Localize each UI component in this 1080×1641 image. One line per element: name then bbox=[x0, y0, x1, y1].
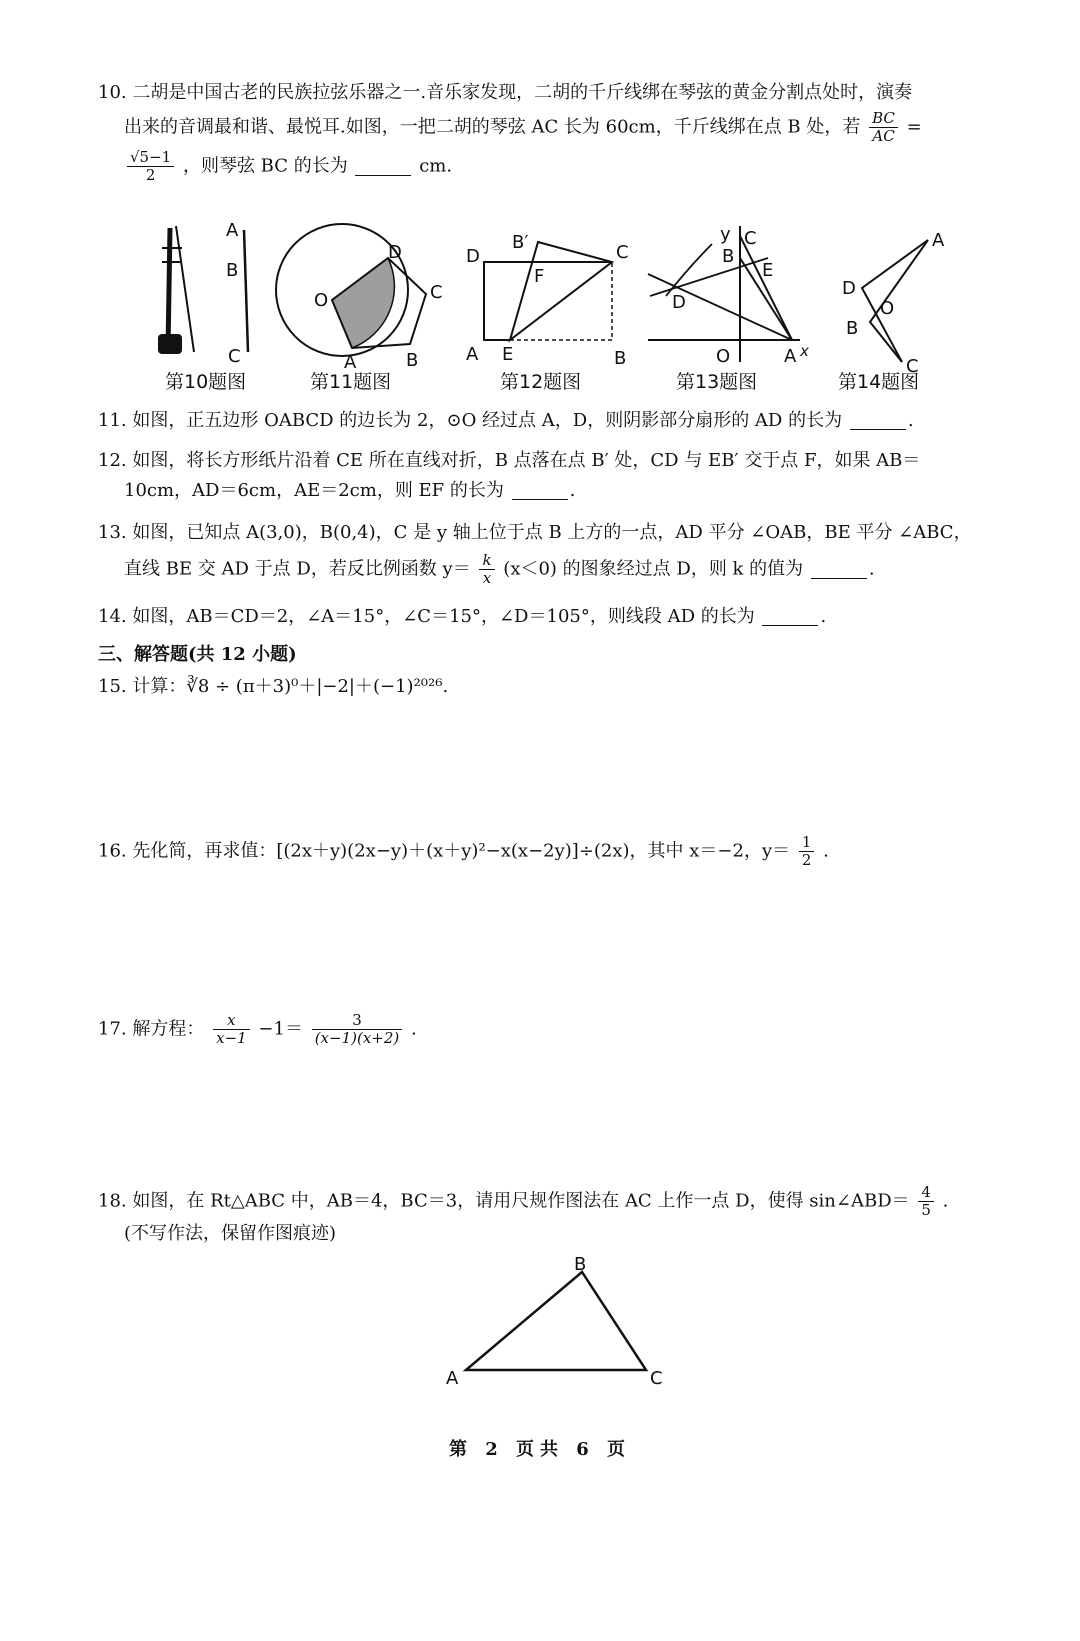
fig14-label-a: A bbox=[932, 230, 945, 251]
q17-line bbox=[98, 1012, 998, 1047]
page-footer: 第 2 页共 6 页 bbox=[448, 1439, 632, 1460]
q13-answer-blank[interactable] bbox=[811, 560, 867, 579]
fig13-label-a: A bbox=[784, 346, 797, 367]
caption-fig10: 第10题图 bbox=[165, 371, 247, 393]
caption-fig11: 第11题图 bbox=[310, 371, 392, 393]
fig13-label-o: O bbox=[716, 346, 731, 367]
q13-line2-a: 直线 BE 交 AD 于点 D，若反比例函数 y＝ bbox=[124, 558, 471, 580]
q11-line: 11. 如图，正五边形 OABCD 的边长为 2，⊙O 经过点 A，D，则阴影部分扇形的 AD 的长为 . bbox=[98, 410, 914, 431]
erhu-string bbox=[176, 226, 194, 352]
question-15 bbox=[98, 672, 998, 702]
q18-line1-a: 18. 如图，在 Rt△ABC 中，AB＝4，BC＝3，请用尺规作图法在 AC 上作一点 D，使得 sin∠ABD＝ bbox=[98, 1190, 910, 1212]
line-be bbox=[650, 258, 768, 296]
q13-frac-den: x bbox=[482, 569, 492, 587]
q10-frac2-num: √5−1 bbox=[127, 149, 174, 167]
hyperbola-curve bbox=[666, 244, 712, 296]
q13-line2-b: (x＜0) 的图象经过点 D，则 k 的值为 bbox=[503, 558, 804, 580]
shaded-sector bbox=[332, 258, 394, 348]
question-16 bbox=[98, 834, 998, 869]
fig18-label-c: C bbox=[650, 1368, 663, 1389]
q17-frac2-den: (x−1)(x+2) bbox=[314, 1029, 400, 1047]
q16-line bbox=[98, 834, 998, 869]
q17-frac1-den: x−1 bbox=[216, 1029, 247, 1047]
q17-label: 17. 解方程： bbox=[98, 1018, 205, 1040]
q16-text-b: . bbox=[823, 840, 829, 862]
section-heading: 三、解答题(共 12 小题) bbox=[98, 644, 297, 665]
q10-line2-text: 出来的音调最和谐、最悦耳.如图，一把二胡的琴弦 AC 长为 60cm，千斤线绑在点 B 处，若 bbox=[124, 116, 861, 138]
fig11-label-d: D bbox=[388, 242, 402, 263]
fig14-label-d: D bbox=[842, 278, 856, 299]
q14-answer-blank[interactable] bbox=[762, 607, 818, 626]
q12-answer-blank[interactable] bbox=[512, 481, 568, 500]
q14-text: 14. 如图，AB＝CD＝2，∠A＝15°，∠C＝15°，∠D＝105°，则线段 AD 的长为 bbox=[98, 606, 755, 627]
question-14 bbox=[98, 602, 998, 632]
q17-end: . bbox=[410, 1018, 417, 1040]
figure-18 bbox=[446, 1254, 663, 1389]
q18-frac-num: 4 bbox=[918, 1184, 934, 1202]
fig11-label-o: O bbox=[314, 290, 329, 311]
q17-frac1-num: x bbox=[213, 1012, 250, 1030]
figure-13 bbox=[648, 224, 809, 393]
triangle-abc bbox=[466, 1272, 646, 1370]
q16-frac-den: 2 bbox=[801, 851, 812, 869]
q17-mid: −1＝ bbox=[258, 1018, 303, 1040]
q10-eq: = bbox=[906, 116, 922, 138]
fig10-label-a: A bbox=[226, 220, 239, 241]
rectangle-solid bbox=[484, 262, 612, 340]
fig12-label-a: A bbox=[466, 344, 479, 365]
question-18 bbox=[98, 1184, 998, 1249]
question-13 bbox=[98, 518, 998, 587]
figure-11 bbox=[276, 224, 443, 393]
fig11-label-a: A bbox=[344, 352, 357, 373]
fig11-label-b: B bbox=[406, 350, 419, 371]
q13-fraction-k-x bbox=[479, 552, 494, 587]
q15-text: 15. 计算：∛8 ÷ (π＋3)⁰＋|−2|＋(−1)²⁰²⁶. bbox=[98, 676, 449, 697]
q13-line2: 直线 BE 交 AD 于点 D，若反比例函数 y＝ $\frac{k}{x}$ (x＜0) 的图象经过点 D，则 k 的值为 . bbox=[124, 551, 875, 587]
q11-text: 11. 如图，正五边形 OABCD 的边长为 2，⊙O 经过点 A，D，则阴影部分扇形的 AD 的长为 bbox=[98, 410, 843, 431]
fig13-label-c: C bbox=[744, 228, 757, 249]
q10-line1: 10. 二胡是中国古老的民族拉弦乐器之一.音乐家发现，二胡的千斤线绑在琴弦的黄金分割点处时，演奏 bbox=[98, 82, 913, 103]
q16-text-a: 16. 先化简，再求值：[(2x＋y)(2x−y)＋(x＋y)²−x(x−2y)]÷(2x)，其中 x＝−2，y＝ bbox=[98, 840, 791, 862]
q16-fraction-half bbox=[799, 834, 815, 869]
string-ac bbox=[244, 230, 248, 352]
folded-triangle bbox=[510, 242, 612, 340]
fig13-label-y: y bbox=[720, 224, 731, 245]
fig18-label-a: A bbox=[446, 1368, 459, 1389]
q10-frac2-den: 2 bbox=[145, 166, 156, 184]
q10-frac-den: AC bbox=[872, 127, 895, 145]
q10-line3-text: ，则琴弦 BC 的长为 bbox=[182, 155, 348, 177]
fig12-label-f: F bbox=[534, 266, 545, 287]
q18-line2: (不写作法，保留作图痕迹) bbox=[124, 1223, 337, 1244]
path-a-d-c bbox=[862, 240, 928, 362]
q12-line1: 12. 如图，将长方形纸片沿着 CE 所在直线对折，B 点落在点 B′ 处，CD 与 EB′ 交于点 F，如果 AB＝ bbox=[98, 450, 921, 471]
fig13-label-b: B bbox=[722, 246, 735, 267]
q12-line2-text: 10cm，AD＝6cm，AE＝2cm，则 EF 的长为 bbox=[124, 480, 504, 501]
q18-line1-b: . bbox=[942, 1190, 949, 1212]
erhu-body bbox=[158, 334, 182, 354]
fig13-label-d: D bbox=[672, 292, 686, 313]
q17-frac2-num: 3 bbox=[312, 1012, 403, 1030]
fig11-label-c: C bbox=[430, 282, 443, 303]
erhu-neck bbox=[168, 228, 170, 350]
fig12-label-d: D bbox=[466, 246, 480, 267]
figure-12 bbox=[466, 232, 629, 393]
fig12-label-e: E bbox=[502, 344, 514, 365]
q18-frac-den: 5 bbox=[921, 1201, 931, 1219]
fig14-label-c: C bbox=[906, 356, 919, 377]
q17-fraction-1 bbox=[213, 1012, 250, 1047]
q16-frac-num: 1 bbox=[799, 834, 815, 852]
q18-line1 bbox=[98, 1184, 998, 1219]
q10-unit: cm. bbox=[419, 155, 453, 177]
fig14-label-o: O bbox=[880, 298, 895, 319]
question-11 bbox=[98, 406, 998, 436]
question-12 bbox=[98, 446, 998, 506]
q14-line: 14. 如图，AB＝CD＝2，∠A＝15°，∠C＝15°，∠D＝105°，则线段 AD 的长为 . bbox=[98, 606, 827, 627]
figure-14 bbox=[838, 230, 945, 393]
line-ca bbox=[740, 236, 792, 340]
path-a-b-c bbox=[870, 240, 928, 362]
caption-fig14: 第14题图 bbox=[838, 371, 920, 393]
fig12-label-c: C bbox=[616, 242, 629, 263]
fig12-label-bprime: B′ bbox=[512, 232, 529, 253]
fig10-label-c: C bbox=[228, 346, 241, 367]
fig13-label-x: x bbox=[800, 342, 809, 360]
q13-frac-num: k bbox=[479, 552, 494, 570]
fig18-label-b: B bbox=[574, 1254, 587, 1275]
q10-frac-num: BC bbox=[869, 110, 898, 128]
q11-answer-blank[interactable] bbox=[850, 411, 906, 430]
caption-fig12: 第12题图 bbox=[500, 371, 582, 393]
fig10-label-b: B bbox=[226, 260, 239, 281]
question-17 bbox=[98, 1012, 998, 1047]
q17-fraction-2 bbox=[312, 1012, 403, 1047]
q13-line1: 13. 如图，已知点 A(3,0)，B(0,4)，C 是 y 轴上位于点 B 上方的一点，AD 平分 ∠OAB，BE 平分 ∠ABC， bbox=[98, 522, 972, 543]
fig13-label-e: E bbox=[762, 260, 774, 281]
q18-fraction-4-5 bbox=[918, 1184, 934, 1219]
fig14-label-b: B bbox=[846, 318, 859, 339]
caption-fig13: 第13题图 bbox=[676, 371, 758, 393]
q12-line2: 10cm，AD＝6cm，AE＝2cm，则 EF 的长为 . bbox=[124, 480, 576, 501]
fig12-label-b: B bbox=[614, 348, 627, 369]
figure-10 bbox=[158, 220, 248, 393]
